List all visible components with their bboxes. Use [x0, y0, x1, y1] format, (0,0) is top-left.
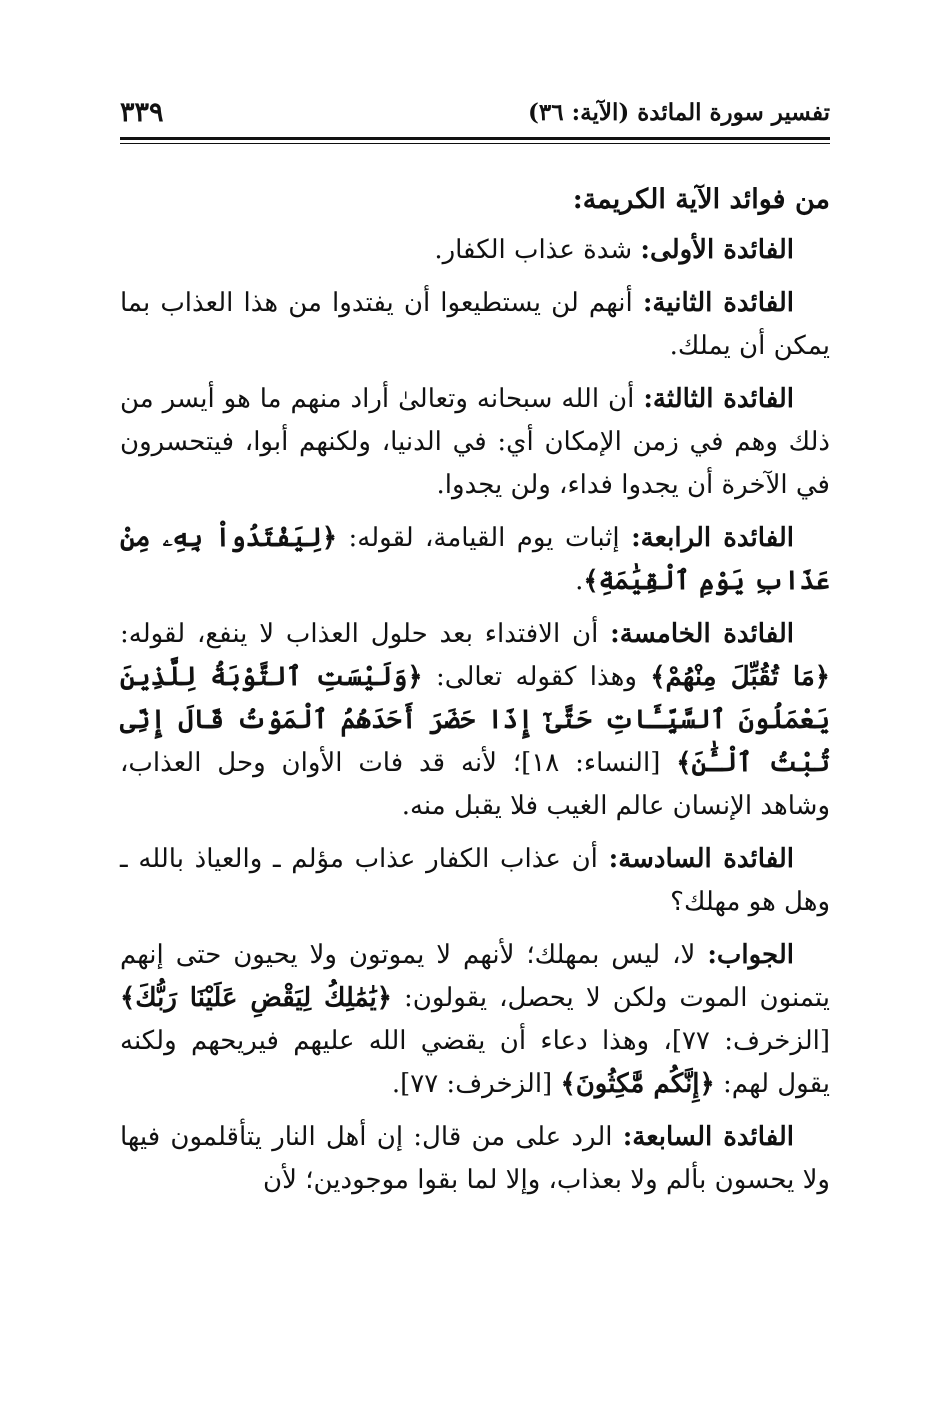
paragraph-benefit-1: [120, 229, 830, 272]
page-number: ٣٣٩: [120, 96, 164, 128]
benefit-6-text: أن عذاب الكفار عذاب مؤلم ـ والعياذ بالله ـ وهل هو مهلك؟: [120, 844, 830, 917]
running-header: [120, 92, 830, 132]
benefit-2-text: أنهم لن يستطيعوا أن يفتدوا من هذا العذاب بما يمكن أن يملك.: [120, 288, 830, 361]
benefit-4-text-1: إثبات يوم القيامة، لقوله:: [337, 523, 632, 553]
header-title: تفسير سورة المائدة (الآية: ٣٦): [528, 98, 830, 126]
paragraph-benefit-6: [120, 838, 830, 924]
answer-text-3: [الزخرف: ٧٧].: [391, 1069, 561, 1099]
benefit-1-text: شدة عذاب الكفار.: [434, 235, 641, 265]
quran-quote: ﴿مَا تُقُبِّلَ مِنْهُمْ﴾: [650, 662, 830, 692]
paragraph-benefit-4: [120, 517, 830, 603]
paragraph-benefit-3: [120, 378, 830, 507]
benefit-5-text-1: أن الافتداء بعد حلول العذاب لا ينفع، لقوله:: [120, 619, 611, 649]
benefit-3-label: الفائدة الثالثة:: [643, 384, 795, 414]
header-rule-thick: [120, 137, 830, 140]
quran-quote: ﴿إِنَّكُم مَّٰكِثُونَ﴾: [560, 1069, 715, 1099]
benefit-5-text-2: وهذا كقوله تعالى:: [422, 662, 651, 692]
benefit-4-label: الفائدة الرابعة:: [631, 523, 795, 553]
section-heading: من فوائد الآية الكريمة:: [572, 184, 830, 215]
benefit-5-label: الفائدة الخامسة:: [610, 619, 794, 649]
header-rule-thin: [120, 143, 830, 144]
quran-quote: ﴿وَلَيْسَتِ ٱلتَّوْبَةُ لِلَّذِينَ يَعْمَلُونَ ٱلسَّيِّـَٔاتِ حَتَّىٰٓ إِذَا حَضَرَ أَحَدَهُمُ ٱلْمَوْتُ قَالَ إِنِّى تُبْتُ ٱلْـَٰٔنَ﴾: [120, 662, 830, 778]
benefit-7-label: الفائدة السابعة:: [622, 1122, 794, 1152]
paragraph-benefit-5: [120, 613, 830, 828]
page-body: [120, 178, 830, 1212]
benefit-5-text-3: [النساء: ١٨]؛ لأنه قد فات الأوان وحل العذاب، وشاهد الإنسان عالم الغيب فلا يقبل منه.: [120, 748, 830, 821]
benefit-6-label: الفائدة السادسة:: [608, 844, 794, 874]
paragraph-benefit-2: [120, 282, 830, 368]
quran-quote: ﴿لِيَفْتَدُواْ بِهِۦ مِنْ عَذَابِ يَوْمِ ٱلْقِيَٰمَةِ﴾: [120, 523, 830, 596]
answer-text-2: [الزخرف: ٧٧]، وهذا دعاء أن يقضي الله عليهم فيريحهم ولكنه يقول لهم:: [120, 1026, 830, 1099]
paragraph-benefit-7: [120, 1116, 830, 1202]
answer-text-1: لا، ليس بمهلك؛ لأنهم لا يموتون ولا يحيون حتى إنهم يتمنون الموت ولكن لا يحصل، يقولون:: [120, 940, 830, 1013]
benefit-3-text: أن الله سبحانه وتعالىٰ أراد منهم ما هو أيسر من ذلك وهم في زمن الإمكان أي: في الدنيا، ولكنهم أبوا، فيتحسرون في الآخرة أن يجدوا فداء، ولن يجدوا.: [120, 384, 830, 500]
benefit-7-text: الرد على من قال: إن أهل النار يتأقلمون فيها ولا يحسون بألم ولا بعذاب، وإلا لما بقوا موجودين؛ لأن: [120, 1122, 830, 1195]
answer-label: الجواب:: [707, 940, 794, 970]
quran-quote: ﴿يَٰمَٰلِكُ لِيَقْضِ عَلَيْنَا رَبُّكَ﴾: [120, 983, 392, 1013]
benefit-2-label: الفائدة الثانية:: [642, 288, 795, 318]
paragraph-answer: [120, 934, 830, 1106]
benefit-4-text-2: .: [575, 566, 584, 596]
benefit-1-label: الفائدة الأولى:: [640, 235, 794, 265]
